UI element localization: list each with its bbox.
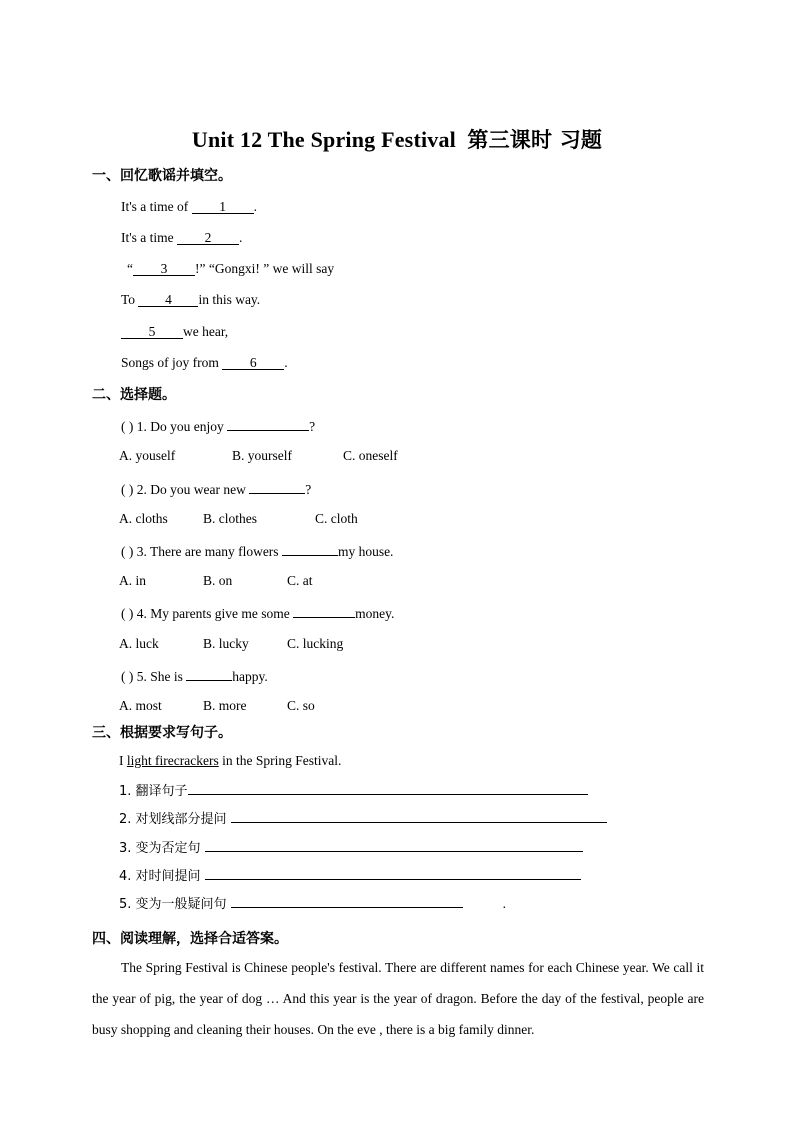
blank-2[interactable]: 2 xyxy=(177,231,239,245)
q2-option-b[interactable]: B. clothes xyxy=(203,511,257,526)
rewrite-answer-4[interactable] xyxy=(205,866,581,880)
answer-blank-2[interactable] xyxy=(249,480,305,494)
rewrite-answer-3[interactable] xyxy=(205,838,583,852)
song-line-4: To 4 in this way. xyxy=(121,292,261,307)
rewrite-task-4: 4. 对时间提问 xyxy=(119,865,581,884)
q1-option-a[interactable]: A. youself xyxy=(119,448,176,463)
q3-option-c[interactable]: C. at xyxy=(287,573,313,588)
q3-option-a[interactable]: A. in xyxy=(119,573,146,588)
song-line-5: 5 we hear, xyxy=(121,324,228,340)
q5-option-a[interactable]: A. most xyxy=(119,698,162,713)
reading-passage: The Spring Festival is Chinese people's festival. There are different names for each Chinese year. We call it the year of pig, the year of dog … And this year is the year of dragon. Before the day of the festival, people are busy shopping and cleaning their houses. On the eve , there is a big family dinner. xyxy=(92,960,704,1037)
rewrite-task-1: 1. 翻译句子 xyxy=(119,780,588,799)
blank-4[interactable]: 4 xyxy=(138,293,198,307)
page-title xyxy=(0,124,794,154)
blank-1[interactable]: 1 xyxy=(192,200,254,214)
title-english: Unit 12 The Spring Festival xyxy=(191,127,456,152)
q4-option-a[interactable]: A. luck xyxy=(119,636,159,651)
rewrite-answer-5[interactable] xyxy=(231,894,463,908)
q5-option-c[interactable]: C. so xyxy=(287,698,315,713)
title-chinese: 第三课时 习题 xyxy=(467,128,603,152)
section-4-heading: 四、阅读理解，选择合适答案。 xyxy=(92,931,288,947)
answer-blank-4[interactable] xyxy=(293,604,355,618)
section-3-heading: 三、根据要求写句子。 xyxy=(92,725,232,741)
q2-option-a[interactable]: A. cloths xyxy=(119,511,168,526)
question-3: ( ) 3. There are many flowers my house. xyxy=(121,544,394,559)
question-4: ( ) 4. My parents give me some money. xyxy=(121,606,395,621)
blank-3[interactable]: 3 xyxy=(133,262,195,276)
answer-blank-1[interactable] xyxy=(227,417,309,431)
blank-5[interactable]: 5 xyxy=(121,325,183,339)
song-line-3: “ 3 !” “Gongxi! ” we will say xyxy=(127,261,335,276)
rewrite-task-2: 2. 对划线部分提问 xyxy=(119,808,607,827)
song-line-1: It's a time of 1 . xyxy=(121,199,258,214)
q2-option-c[interactable]: C. cloth xyxy=(315,511,358,526)
answer-blank-5[interactable] xyxy=(186,667,232,681)
q3-option-b[interactable]: B. on xyxy=(203,573,233,588)
question-5: ( ) 5. She is happy. xyxy=(121,669,268,684)
question-2: ( ) 2. Do you wear new ? xyxy=(121,482,312,497)
rewrite-answer-2[interactable] xyxy=(231,809,607,823)
q4-option-b[interactable]: B. lucky xyxy=(203,636,249,651)
rewrite-sentence: I light firecrackers in the Spring Festival. xyxy=(119,753,342,768)
song-line-2: It's a time 2 . xyxy=(121,230,243,245)
blank-6[interactable]: 6 xyxy=(222,356,284,370)
rewrite-task-3: 3. 变为否定句 xyxy=(119,837,583,856)
rewrite-task-5: 5. 变为一般疑问句 . xyxy=(119,896,507,912)
underlined-phrase: light firecrackers xyxy=(126,753,219,768)
section-2-heading: 二、选择题。 xyxy=(92,387,176,403)
q1-option-c[interactable]: C. oneself xyxy=(343,448,398,463)
question-1: ( ) 1. Do you enjoy ? xyxy=(121,419,316,434)
q5-option-b[interactable]: B. more xyxy=(203,698,247,713)
answer-blank-3[interactable] xyxy=(282,542,338,556)
q1-option-b[interactable]: B. yourself xyxy=(232,448,292,463)
song-line-6: Songs of joy from 6 . xyxy=(121,355,288,370)
rewrite-answer-1[interactable] xyxy=(188,781,588,795)
q4-option-c[interactable]: C. lucking xyxy=(287,636,344,651)
section-1-heading: 一、回忆歌谣并填空。 xyxy=(92,168,232,184)
